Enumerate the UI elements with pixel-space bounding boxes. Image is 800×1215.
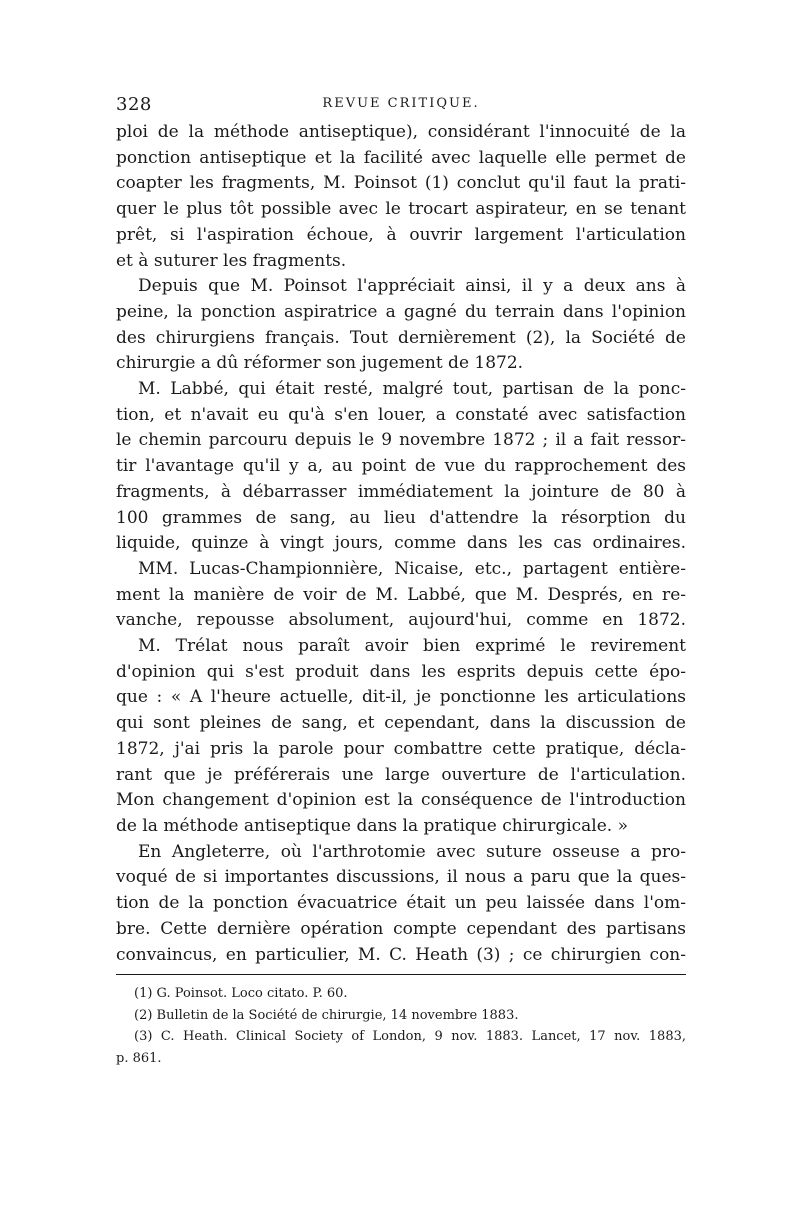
body-text bbox=[116, 120, 686, 968]
text-line: liquide, quinze à vingt jours, comme dans les cas ordinaires. bbox=[116, 533, 686, 554]
text-line: M. Labbé, qui était resté, malgré tout, partisan de la ponc- bbox=[138, 379, 686, 400]
text-line: et à suturer les fragments. bbox=[116, 250, 347, 271]
text-line: des chirurgiens français. Tout dernièrement (2), la Société de bbox=[116, 327, 686, 348]
footnote-divider bbox=[116, 974, 686, 975]
page-header bbox=[116, 94, 686, 120]
text-line: Depuis que M. Poinsot l'appréciait ainsi, il y a deux ans à bbox=[138, 276, 686, 297]
text-line: convaincus, en particulier, M. C. Heath (3) ; ce chirurgien con- bbox=[116, 944, 686, 965]
text-line: bre. Cette dernière opération compte cependant des partisans bbox=[116, 918, 686, 939]
text-line: MM. Lucas-Championnière, Nicaise, etc., partagent entière- bbox=[138, 558, 686, 579]
text-line: d'opinion qui s'est produit dans les esprits depuis cette épo- bbox=[116, 661, 686, 682]
text-line: En Angleterre, où l'arthrotomie avec suture osseuse a pro- bbox=[138, 841, 686, 862]
text-line: voqué de si importantes discussions, il nous a paru que la ques- bbox=[116, 867, 686, 888]
text-line: prêt, si l'aspiration échoue, à ouvrir largement l'articulation bbox=[116, 224, 686, 245]
text-line: rant que je préférerais une large ouverture de l'articulation. bbox=[116, 764, 686, 785]
book-page bbox=[116, 94, 686, 1069]
text-line: vanche, repousse absolument, aujourd'hui, comme en 1872. bbox=[116, 610, 686, 631]
text-line: tion, et n'avait eu qu'à s'en louer, a constaté avec satisfaction bbox=[116, 404, 686, 425]
text-line: qui sont pleines de sang, et cependant, dans la discussion de bbox=[116, 713, 686, 734]
text-line: M. Trélat nous paraît avoir bien exprimé le revirement bbox=[138, 636, 686, 657]
text-line: quer le plus tôt possible avec le trocart aspirateur, en se tenant bbox=[116, 199, 686, 220]
text-line: Mon changement d'opinion est la conséquence de l'introduction bbox=[116, 790, 686, 811]
text-line: ment la manière de voir de M. Labbé, que M. Després, en re- bbox=[116, 584, 686, 605]
text-line: 100 grammes de sang, au lieu d'attendre la résorption du bbox=[116, 507, 686, 528]
text-line: tion de la ponction évacuatrice était un peu laissée dans l'om- bbox=[116, 893, 686, 914]
footnote-3-continued: p. 861. bbox=[116, 1050, 162, 1066]
running-head: REVUE CRITIQUE. bbox=[322, 96, 480, 111]
footnote-2: (2) Bulletin de la Société de chirurgie, 14 novembre 1883. bbox=[134, 1007, 519, 1023]
text-line: ponction antiseptique et la facilité avec laquelle elle permet de bbox=[116, 147, 686, 168]
text-line: de la méthode antiseptique dans la pratique chirurgicale. » bbox=[116, 815, 629, 836]
text-line: que : « A l'heure actuelle, dit-il, je ponctionne les articulations bbox=[116, 687, 686, 708]
footnotes bbox=[116, 983, 686, 1069]
text-line: coapter les fragments, M. Poinsot (1) conclut qu'il faut la prati- bbox=[116, 173, 686, 194]
text-line: peine, la ponction aspiratrice a gagné du terrain dans l'opinion bbox=[116, 301, 686, 322]
text-line: tir l'avantage qu'il y a, au point de vue du rapprochement des bbox=[116, 456, 686, 477]
footnote-3: (3) C. Heath. Clinical Society of London, 9 nov. 1883. Lancet, 17 nov. 1883, bbox=[134, 1029, 686, 1045]
text-line: 1872, j'ai pris la parole pour combattre cette pratique, décla- bbox=[116, 738, 686, 759]
footnote-1: (1) G. Poinsot. Loco citato. P. 60. bbox=[134, 986, 348, 1002]
page-number: 328 bbox=[116, 94, 152, 115]
text-line: ploi de la méthode antiseptique), considérant l'innocuité de la bbox=[116, 122, 686, 142]
text-line: chirurgie a dû réformer son jugement de 1872. bbox=[116, 353, 524, 374]
text-line: fragments, à débarrasser immédiatement la jointure de 80 à bbox=[116, 481, 686, 502]
text-line: le chemin parcouru depuis le 9 novembre 1872 ; il a fait ressor- bbox=[116, 430, 686, 451]
